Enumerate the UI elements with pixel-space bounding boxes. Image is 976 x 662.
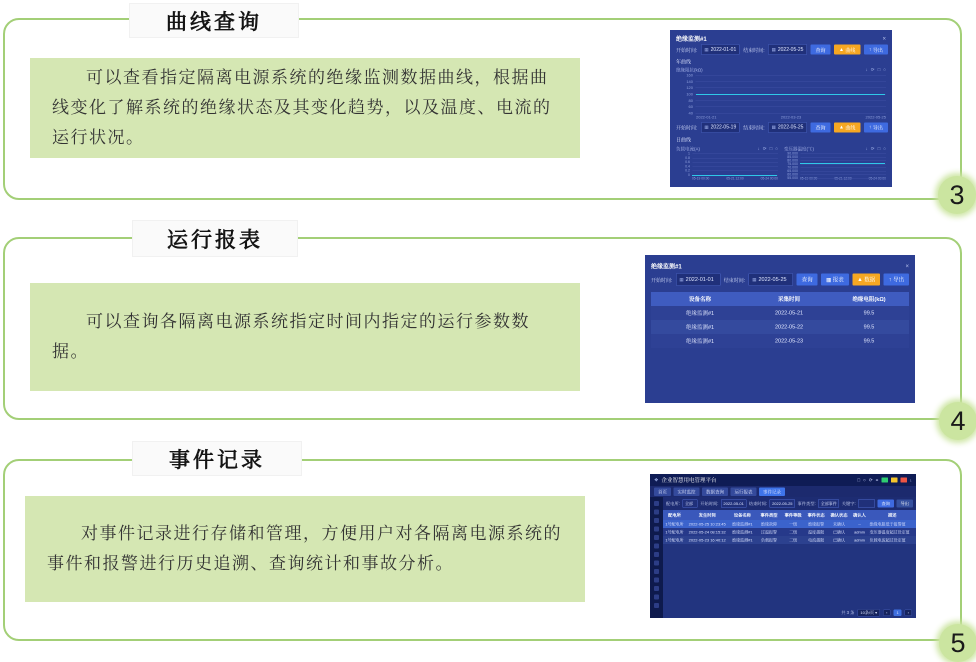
- curve-button[interactable]: ▲ 曲线: [834, 45, 860, 55]
- zoom-box-icon: □: [877, 145, 881, 151]
- curve-button[interactable]: ▲ 曲线: [834, 122, 860, 132]
- sidebar-icon: [654, 561, 659, 566]
- curve-icon: ▲: [838, 46, 844, 53]
- table-row[interactable]: 1号配电所 2022-05-23 16:40:12 绝缘监测#1 负载报警 二级 电流越限 已确认 admin 负载电流超过设定值: [663, 536, 916, 544]
- report-icon: ▦: [826, 276, 832, 283]
- export-icon: ↑: [868, 46, 872, 53]
- col-header[interactable]: 设备名称: [651, 292, 749, 306]
- close-icon[interactable]: ×: [905, 262, 909, 270]
- curve-icon: ▲: [838, 124, 844, 131]
- filter-bar: [663, 497, 916, 510]
- sidebar-icon: [654, 569, 659, 574]
- start-time-label: 开始时间:: [676, 47, 698, 54]
- section-title: [133, 442, 301, 475]
- zoom-box-icon: □: [877, 66, 881, 72]
- table-row[interactable]: 1号配电所 2022-05-25 10:23:45 绝缘监测#1 绝缘故障 一级 绝缘报警 未确认 -- 绝缘电阻低于报警值: [663, 520, 916, 528]
- start-time-label: 开始时间:: [651, 277, 673, 284]
- end-date-input[interactable]: 2022-05-25: [770, 499, 795, 508]
- page-size-select[interactable]: 10条/页 ▾: [857, 609, 880, 617]
- query-button[interactable]: 查询: [877, 500, 894, 508]
- description-box: [30, 283, 580, 391]
- app-title: 企业智慧用电管理平台: [661, 477, 717, 484]
- export-button[interactable]: ↑ 导出: [864, 122, 888, 132]
- calendar-icon: ▦: [771, 46, 776, 52]
- query-button[interactable]: 查询: [810, 122, 830, 132]
- refresh-icon: ⟳: [870, 145, 875, 151]
- panel-title: 绝缘监测#1: [651, 262, 682, 270]
- menu-home[interactable]: 首页: [654, 487, 671, 496]
- refresh-icon: ⟳: [868, 477, 873, 483]
- section-title: [133, 221, 297, 256]
- report-table: [651, 292, 909, 348]
- export-button[interactable]: ↑ 导出: [864, 45, 888, 55]
- report-button[interactable]: ▦ 报表: [821, 274, 849, 286]
- calendar-icon: ▦: [704, 46, 709, 52]
- station-select[interactable]: 全部: [682, 499, 697, 508]
- start-date-input[interactable]: ▦ 2022-01-01: [676, 273, 720, 286]
- pagination-bar: [663, 607, 916, 618]
- menu-bar: [650, 486, 916, 497]
- section-title-label: 曲线查询: [166, 10, 262, 34]
- end-time-label: 结束时间:: [723, 277, 746, 284]
- query-button[interactable]: 查询: [810, 45, 830, 55]
- keyword-input[interactable]: [858, 499, 875, 508]
- total-count: 共 3 条: [841, 610, 855, 615]
- sidebar-icon: [654, 578, 659, 583]
- chart-toolbar[interactable]: [866, 67, 886, 73]
- col-header[interactable]: 确认状态: [828, 510, 851, 520]
- load-current-chart: 负载电流(A) ↓ ⟳ □ ○ 1 0.8 0.6 0.4 0.2 0 05-19 00:00 05-21 12:00 05-24 00:00: [676, 145, 778, 181]
- calendar-icon: ▦: [771, 124, 776, 130]
- col-header[interactable]: 发生时间: [686, 510, 729, 520]
- start-date-input[interactable]: ▦ 2022-01-01: [701, 44, 740, 55]
- menu-event-record[interactable]: 事件记录: [759, 487, 785, 496]
- screenshot-event-record: [650, 474, 916, 618]
- export-icon: ↑: [888, 276, 892, 283]
- screenshot-curve-query: [670, 30, 892, 187]
- menu-realtime[interactable]: 实时监控: [674, 487, 700, 496]
- reset-icon: ○: [883, 145, 886, 151]
- sidebar-icon: [654, 501, 659, 506]
- end-date-input[interactable]: ▦ 2022-05-25: [749, 273, 793, 286]
- data-line: [696, 94, 885, 95]
- current-page[interactable]: 1: [893, 609, 901, 616]
- query-button[interactable]: 查询: [797, 274, 818, 286]
- sidebar-icon: [654, 527, 659, 532]
- start-time-label: 开始时间:: [676, 125, 698, 132]
- logo-icon: ❖: [654, 477, 659, 483]
- section-title-label: 事件记录: [169, 448, 265, 472]
- chart-title: 变压器温度(℃): [784, 146, 814, 152]
- start-date-input[interactable]: 2022-05-01: [721, 499, 746, 508]
- fullscreen-icon: □: [857, 477, 861, 483]
- next-page-button[interactable]: ›: [905, 609, 912, 616]
- status-yellow-chip: [891, 478, 898, 483]
- menu-report[interactable]: 运行报表: [731, 487, 757, 496]
- calendar-icon: ▦: [752, 276, 757, 282]
- col-header[interactable]: 绝缘电阻(kΩ): [829, 292, 909, 306]
- download-icon: ↓: [865, 66, 868, 72]
- keyword-label: 关键字:: [841, 501, 856, 506]
- description-box: [30, 58, 580, 158]
- calendar-icon: ▦: [704, 124, 709, 130]
- col-header[interactable]: 描述: [869, 510, 916, 520]
- section-title: [130, 4, 298, 37]
- chart-title: 绝缘阻抗(kΩ): [676, 67, 703, 73]
- calendar-icon: ▦: [679, 276, 684, 282]
- prev-page-button[interactable]: ‹: [883, 609, 890, 616]
- col-header[interactable]: 采集时间: [749, 292, 829, 306]
- menu-data-query[interactable]: 数据查询: [702, 487, 728, 496]
- chart-toolbar[interactable]: [866, 146, 886, 152]
- sidebar-icon: [654, 595, 659, 600]
- col-header[interactable]: 确认人: [851, 510, 869, 520]
- end-date-input[interactable]: ▦ 2022-05-25: [768, 44, 807, 55]
- status-green-chip: [881, 478, 888, 483]
- section-number-badge: 3: [938, 176, 976, 214]
- section-title-label: 运行报表: [167, 228, 263, 252]
- sidebar-icon: [654, 552, 659, 557]
- event-type-select[interactable]: 全部事件: [818, 499, 839, 508]
- data-button[interactable]: ▲ 数据: [852, 274, 880, 286]
- col-header[interactable]: 事件等级: [782, 510, 805, 520]
- chart-toolbar[interactable]: [758, 146, 778, 152]
- start-time-label: 开始时间:: [700, 501, 719, 506]
- search-icon: ○: [863, 477, 866, 483]
- day-curve-label: 日曲线: [676, 137, 691, 144]
- sidebar[interactable]: [650, 497, 663, 618]
- status-red-chip: [900, 478, 907, 483]
- export-icon: ↑: [868, 124, 872, 131]
- download-icon: ↓: [757, 145, 760, 151]
- col-header[interactable]: 设备名称: [728, 510, 756, 520]
- sidebar-icon: [654, 544, 659, 549]
- reset-icon: ○: [775, 145, 778, 151]
- screenshot-run-report: [645, 255, 915, 403]
- data-line: [800, 163, 885, 164]
- table-row[interactable]: 绝缘监测#1 2022-05-21 99.5: [651, 306, 909, 320]
- end-time-label: 结束时间:: [743, 47, 765, 54]
- titlebar-icons[interactable]: [857, 477, 912, 483]
- refresh-icon: ⟳: [870, 66, 875, 72]
- table-row[interactable]: 绝缘监测#1 2022-05-23 99.5: [651, 334, 909, 348]
- sidebar-icon: [654, 603, 659, 608]
- sidebar-icon: [654, 535, 659, 540]
- message-icon: ≡: [875, 477, 879, 483]
- end-date-input[interactable]: ▦ 2022-05-25: [768, 122, 807, 133]
- year-curve-label: 年曲线: [676, 59, 691, 66]
- start-date-input[interactable]: ▦ 2022-05-19: [701, 122, 740, 133]
- sidebar-icon: [654, 518, 659, 523]
- data-icon: ▲: [857, 276, 863, 283]
- table-row[interactable]: 1号配电所 2022-05-24 08:15:32 绝缘监测#1 过温报警 二级 温度越限 已确认 admin 变压器温度超过设定值: [663, 528, 916, 536]
- panel-title: 绝缘监测#1: [676, 35, 707, 43]
- insulation-impedance-chart: 绝缘阻抗(kΩ) ↓ ⟳ □ ○ 160 140 120 100 80 60 40 2022-01-21 2022-03-23 2022-05-25: [676, 66, 886, 120]
- sidebar-icon: [654, 510, 659, 515]
- download-icon: ↓: [909, 477, 912, 483]
- station-label: 配电所:: [666, 501, 680, 506]
- end-time-label: 结束时间:: [748, 501, 768, 506]
- refresh-icon: ⟳: [762, 145, 767, 151]
- download-icon: ↓: [865, 145, 868, 151]
- description-box: [25, 496, 585, 602]
- col-header[interactable]: 事件类型: [756, 510, 781, 520]
- end-time-label: 结束时间:: [743, 125, 765, 132]
- data-line: [692, 175, 777, 176]
- zoom-box-icon: □: [769, 145, 773, 151]
- description-text: 可以查询各隔离电源系统指定时间内指定的运行参数数据。: [52, 312, 530, 362]
- export-button[interactable]: ↑ 导出: [884, 274, 909, 286]
- col-header[interactable]: 配电所: [663, 510, 686, 520]
- app-titlebar: [650, 474, 916, 486]
- transformer-temp-chart: 变压器温度(℃) ↓ ⟳ □ ○ 90.000 85.000 80.000 75.000 70.000 65.000 60.000 55.000 05-19 00:00 05-21 12:00 05-24 00:00: [784, 145, 886, 181]
- col-header[interactable]: 事件状态: [805, 510, 828, 520]
- section-number-badge: 5: [939, 624, 976, 662]
- description-text: 对事件记录进行存储和管理，方便用户对各隔离电源系统的事件和报警进行历史追溯、查询统计和事故分析。: [47, 524, 562, 574]
- reset-icon: ○: [883, 66, 886, 72]
- close-icon[interactable]: ×: [882, 35, 886, 43]
- section-number-badge: 4: [939, 402, 976, 440]
- sidebar-icon: [654, 586, 659, 591]
- description-text: 可以查看指定隔离电源系统的绝缘监测数据曲线，根据曲线变化了解系统的绝缘状态及其变化趋势，以及温度、电流的运行状况。: [52, 68, 552, 148]
- export-button[interactable]: 导出: [896, 500, 913, 508]
- chart-title: 负载电流(A): [676, 146, 700, 152]
- event-type-label: 事件类型:: [797, 501, 816, 506]
- table-row[interactable]: 绝缘监测#1 2022-05-22 99.5: [651, 320, 909, 334]
- event-table: [663, 510, 916, 544]
